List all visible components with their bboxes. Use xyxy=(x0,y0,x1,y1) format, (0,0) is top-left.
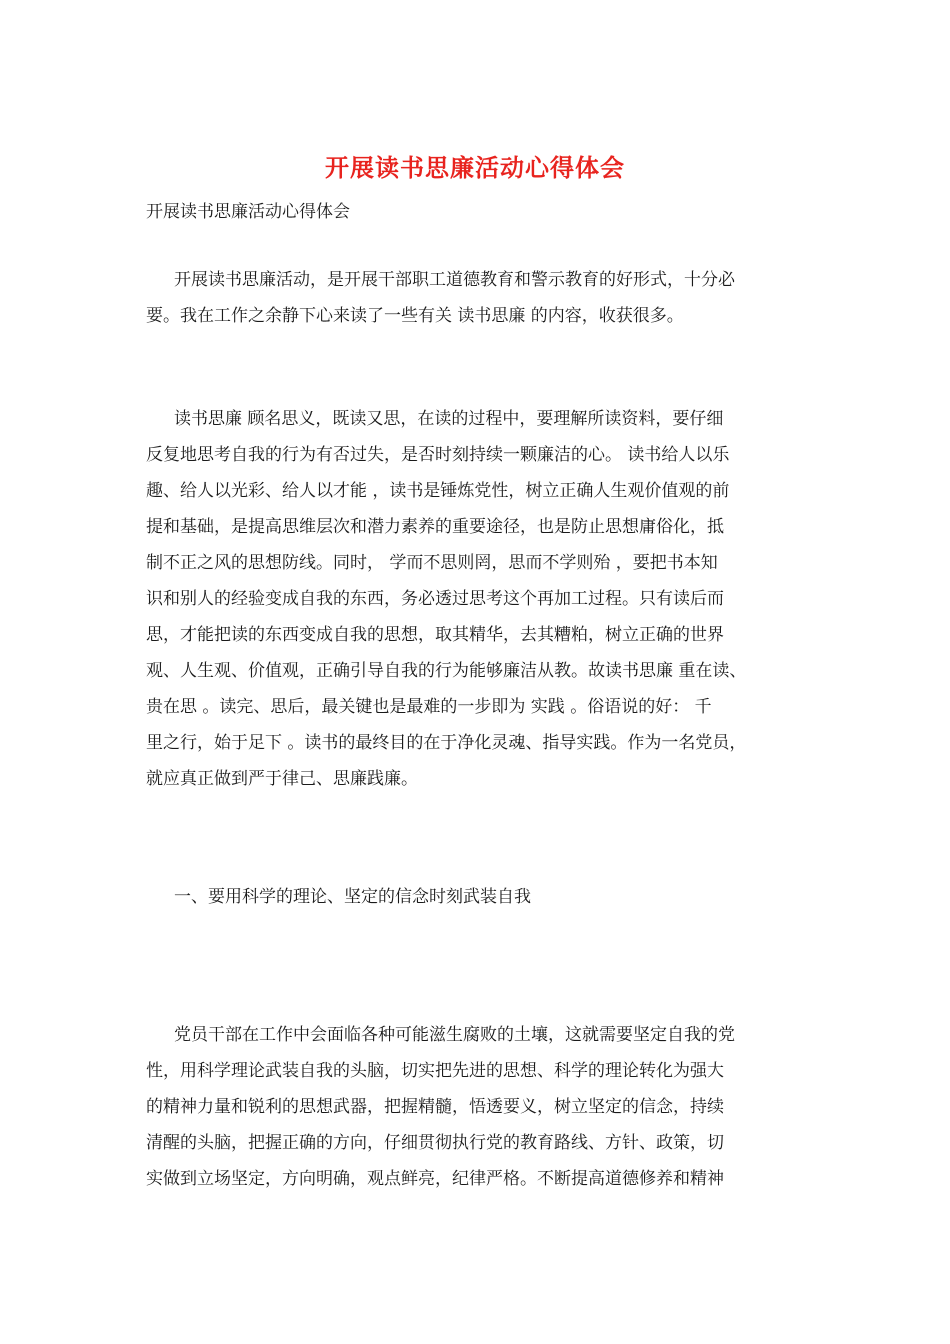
paragraph-line: 的精神力量和锐利的思想武器，把握精髓，悟透要义，树立坚定的信念，持续 xyxy=(146,1097,724,1117)
paragraph-line: 党员干部在工作中会面临各种可能滋生腐败的土壤，这就需要坚定自我的党 xyxy=(174,1025,735,1045)
paragraph-line: 要。我在工作之余静下心来读了一些有关 读书思廉 的内容，收获很多。 xyxy=(146,306,684,326)
paragraph-line: 趣、给人以光彩、给人以才能 ，读书是锤炼党性，树立正确人生观价值观的前 xyxy=(146,481,730,501)
paragraph-1 xyxy=(146,262,826,334)
paragraph-line: 里之行，始于足下 。读书的最终目的在于净化灵魂、指导实践。作为一名党员， xyxy=(146,733,747,753)
paragraph-line: 贵在思 。读完、思后，最关键也是最难的一步即为 实践 。俗语说的好： 千 xyxy=(146,697,712,717)
paragraph-line: 识和别人的经验变成自我的东西，务必透过思考这个再加工过程。只有读后而 xyxy=(146,589,724,609)
paragraph-line: 清醒的头脑，把握正确的方向，仔细贯彻执行党的教育路线、方针、政策，切 xyxy=(146,1133,724,1153)
paragraph-2 xyxy=(146,401,826,797)
section-heading-1 xyxy=(146,879,826,915)
paragraph-line: 读书思廉 顾名思义，既读又思，在读的过程中，要理解所读资料，要仔细 xyxy=(174,409,724,429)
document-subtitle: 开展读书思廉活动心得体会 xyxy=(146,202,350,222)
paragraph-line: 提和基础，是提高思维层次和潜力素养的重要途径，也是防止思想庸俗化，抵 xyxy=(146,517,724,537)
paragraph-line: 性，用科学理论武装自我的头脑，切实把先进的思想、科学的理论转化为强大 xyxy=(146,1061,724,1081)
paragraph-line: 就应真正做到严于律己、思廉践廉。 xyxy=(146,769,418,789)
section-heading-line: 一、要用科学的理论、坚定的信念时刻武装自我 xyxy=(174,887,531,907)
paragraph-line: 观、人生观、价值观，正确引导自我的行为能够廉洁从教。故读书思廉 重在读、 xyxy=(146,661,747,681)
paragraph-line: 实做到立场坚定，方向明确，观点鲜亮，纪律严格。不断提高道德修养和精神 xyxy=(146,1169,724,1189)
paragraph-line: 思，才能把读的东西变成自我的思想，取其精华，去其糟粕，树立正确的世界 xyxy=(146,625,724,645)
paragraph-3 xyxy=(146,1017,826,1197)
document-title: 开展读书思廉活动心得体会 xyxy=(325,153,625,182)
paragraph-line: 反复地思考自我的行为有否过失，是否时刻持续一颗廉洁的心。 读书给人以乐 xyxy=(146,445,730,465)
paragraph-line: 开展读书思廉活动，是开展干部职工道德教育和警示教育的好形式，十分必 xyxy=(174,270,735,290)
paragraph-line: 制不正之风的思想防线。同时， 学而不思则罔，思而不学则殆 ，要把书本知 xyxy=(146,553,718,573)
